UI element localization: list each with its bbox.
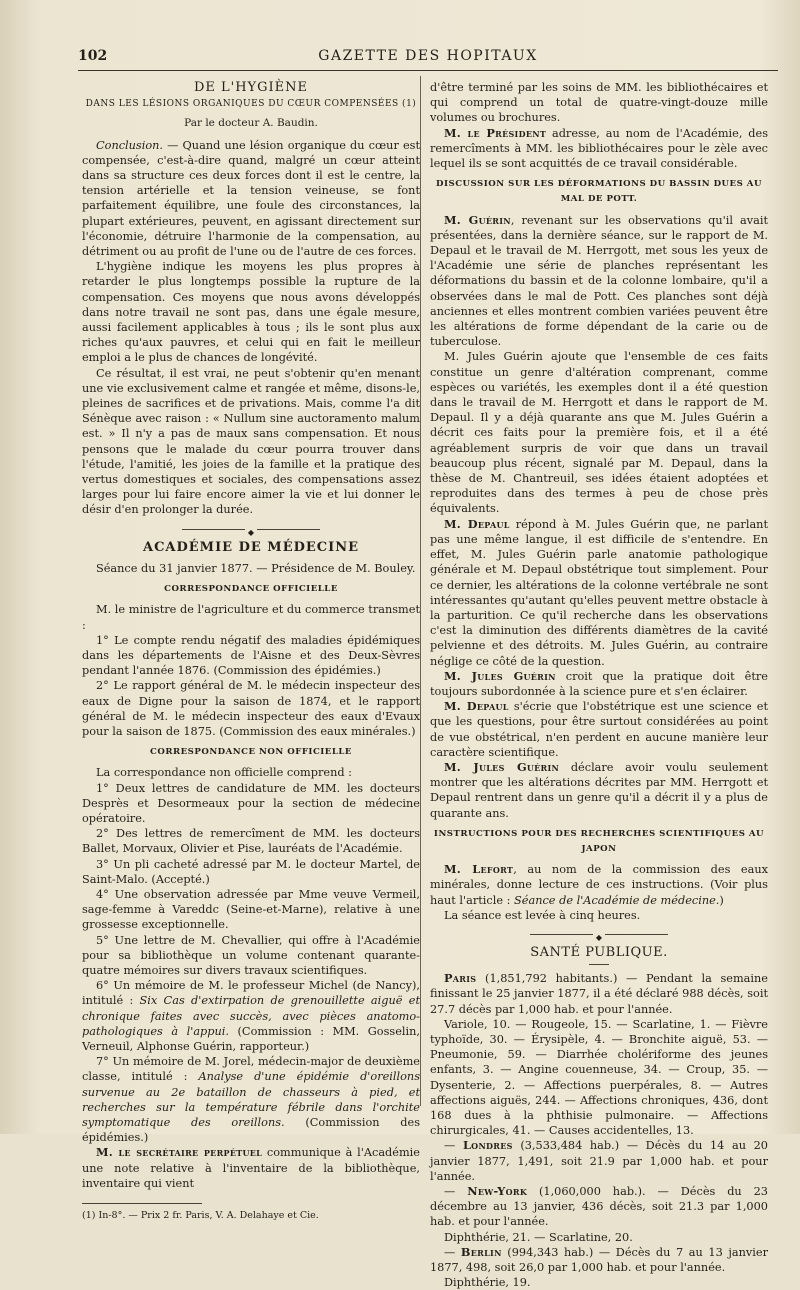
paragraph: d'être terminé par les soins de MM. les bibliothécaires et qui comprend un total de quatre-vingt-douze mille volumes ou brochures. — [430, 81, 768, 125]
speaker-name: M. le Président — [444, 125, 547, 140]
city-name: Paris — [444, 971, 477, 986]
running-title: GAZETTE DES HOPITAUX — [318, 48, 538, 64]
speaker-name: M. Depaul — [444, 699, 509, 714]
page-header — [78, 48, 778, 71]
footnote-rule — [82, 1203, 202, 1204]
short-rule — [589, 964, 609, 965]
byline: Par le docteur A. Baudin. — [184, 117, 318, 130]
discussion-title: DISCUSSION SUR LES DÉFORMATIONS DU BASSIN DUES AU MAL DE POTT. — [436, 179, 762, 205]
paragraph: Variole, 10. — Rougeole, 15. — Scarlatine, 1. — Fièvre typhoïde, 30. — Érysipèle, 4. — Bronchite aiguë, 53. — Pneumonie, 59. — Diarrhée cholériforme des jeunes enfants, 3. — Angine couenneuse, 34. — Croup, 35. — Dysenterie, 2. — Affections puerpérales, 8. — Autres affections aiguës, 244. — Affections chroniques, 436, dont 168 dues à la phthisie pulmonaire. — Affections chirurgicales, 41. — Causes accidentelles, 13. — [430, 1017, 768, 1138]
paragraph: 1° Le compte rendu négatif des maladies épidémiques dans les départements de l'Aisne et des Deux-Sèvres pendant l'année 1876. (Commission des épidémies.) — [82, 633, 420, 678]
paragraph: — New-York (1,060,000 hab.). — Décès du 23 décembre au 13 janvier, 436 décès, soit 21.3 par 1,000 hab. et pour l'année. — [430, 1184, 768, 1229]
column-divider — [420, 76, 421, 1106]
paragraph: 4° Une observation adressée par Mme veuve Vermeil, sage-femme à Vareddc (Seine-et-Marne), relative à une grossesse exceptionnelle. — [82, 887, 420, 932]
paragraph: M. Depaul répond à M. Jules Guérin que, ne parlant pas une même langue, il est difficile de s'entendre. En effet, M. Jules Guérin parle anatomie pathologique générale et M. Depaul obstétrique tout simplement. Pour ce dernier, les altérations de la colonne vertébrale ne sont intéressantes qu'autant qu'elles peuvent mettre obstacle à la parturition. Ce qu'il recherche dans les observations c'est la diminution des différents diamètres de la cavité pelvienne et des détroits. M. Jules Guérin, au contraire néglige ce côté de la question. — [430, 516, 768, 668]
city-name: Londres — [462, 1138, 513, 1153]
paragraph: La correspondance non officielle comprend : — [96, 766, 352, 780]
speaker-name: M. Jules Guérin — [444, 759, 560, 774]
paragraph: 3° Un pli cacheté adressé par M. le docteur Martel, de Saint-Malo. (Accepté.) — [82, 857, 420, 886]
speaker-name: M. Lefort — [444, 862, 514, 877]
paragraph: 7° Un mémoire de M. Jorel, médecin-major de deuxième classe, intitulé : Analyse d'une épidémie d'oreillons survenue au 2e bataillon de chasseurs à pied, et recherches sur la température fébrile dans l'orchite symptomatique des oreillons. (Commission des épidémies.) — [82, 1055, 421, 1145]
paragraph: Diphthérie, 21. — Scarlatine, 20. — [444, 1230, 633, 1244]
memoire-title: Six Cas d'extirpation de grenouillette aiguë et chronique faites avec succès, avec pièces anatomo-pathologiques à l'appui. — [82, 994, 420, 1038]
paragraph: M. le secrétaire perpétuel communique à l'Académie une note relative à l'inventaire de la bibliothèque, inventaire qui vient — [82, 1145, 420, 1190]
paragraph: M. Lefort, au nom de la commission des eaux minérales, donne lecture de ces instructions. (Voir plus haut l'article : Séance de l'Académie de médecine.) — [430, 862, 768, 907]
paragraph: M. Jules Guérin croit que la pratique doit être toujours subordonnée à la science pure et s'en éclairer. — [430, 668, 768, 698]
paragraph: 1° Deux lettres de candidature de MM. les docteurs Desprès et Desormeaux pour la section de médecine opératoire. — [82, 781, 420, 825]
instructions-title: INSTRUCTIONS POUR DES RECHERCHES SCIENTIFIQUES AU JAPON — [433, 828, 765, 854]
right-column — [430, 80, 769, 1290]
paragraph: Ce résultat, il est vrai, ne peut s'obtenir qu'en menant une vie exclusivement calme et rangée et même, disons-le, pleines de sacrifices et de privations. Mais, comme l'a dit Sénèque avec raison : « Nullum sine auctoramento malum est. » Il n'y a pas de maux sans compensation. Et nous pensons que le malade du cœur pourra trouver dans l'étude, l'amitié, les joies de la famille et la pratique des vertus domestiques et sociales, des compensations assez larges pour lui faire encore aimer la vie et lui donner le désir d'en prolonger la durée. — [82, 366, 420, 517]
city-name: New-York — [467, 1184, 528, 1199]
paragraph: Diphthérie, 19. — [444, 1276, 531, 1290]
paragraph: Conclusion. — Quand une lésion organique du cœur est compensée, c'est-à-dire quand, malgré un cœur atteint dans sa structure ces deux forces dont il est le centre, la tension artérielle et la tension veineuse, se font parfaitement équilibre, une foule des circonstances, la plupart extérieures, peuvent, en agissant directement sur l'économie, détruire l'harmonie de la compensation, au détriment ou au profit de l'une ou de l'autre de ces forces. — [82, 138, 420, 259]
hygiene-subtitle: DANS LES LÉSIONS ORGANIQUES DU CŒUR COMPENSÉES (1) — [85, 99, 417, 110]
page-number: 102 — [78, 48, 108, 64]
paragraph: M. le ministre de l'agriculture et du commerce transmet : — [82, 603, 420, 632]
paragraph: 2° Le rapport général de M. le médecin inspecteur des eaux de Digne pour la saison de 1874, et le rapport général de M. le médecin inspecteur des eaux d'Evaux pour la saison de 1875. (Commission des eaux minérales.) — [82, 679, 420, 738]
paragraph: — Londres (3,533,484 hab.) — Décès du 14 au 20 janvier 1877, 1,491, soit 21.9 par 1,000 hab. et pour l'année. — [430, 1138, 768, 1183]
paragraph: La séance est levée à cinq heures. — [444, 908, 641, 922]
paragraph: M. Jules Guérin déclare avoir voulu seulement montrer que les altérations décrites par MM. Herrgott et Depaul rentrent dans un genre qu'il a décrit il y a plus de quarante ans. — [430, 759, 768, 820]
footnote: (1) In-8°. — Prix 2 fr. Paris, V. A. Delahaye et Cie. — [82, 1210, 319, 1222]
speaker-name: M. Guérin — [444, 212, 511, 227]
city-name: Berlin — [460, 1244, 502, 1259]
paragraph: — Berlin (994,343 hab.) — Décès du 7 au 13 janvier 1877, 498, soit 26,0 par 1,000 hab. et pour l'année. — [430, 1244, 768, 1275]
academie-title: ACADÉMIE DE MÉDECINE — [142, 539, 359, 555]
hygiene-title: DE L'HYGIÈNE — [193, 80, 309, 95]
seance-line: Séance du 31 janvier 1877. — Présidence de M. Bouley. — [96, 561, 416, 575]
paragraph: M. Depaul s'écrie que l'obstétrique est une science et que les questions, pour être surtout considérées au point de vue obstétrical, n'en perdent en aucune manière leur caractère scientifique. — [430, 699, 768, 759]
article-reference: Séance de l'Académie de médecine. — [514, 893, 720, 907]
paragraph: M. Guérin, revenant sur les observations qu'il avait présentées, dans la dernière séance, sur le rapport de M. Depaul et le travail de M. Herrgott, met sous les yeux de l'Académie une série de planches représentant les déformations du bassin et de la colonne lombaire, qu'il a observées dans le mal de Pott. Ces planches sont déjà anciennes et elles montrent combien variées peuvent être les altérations de forme dépendant de la carie ou de tuberculose. — [430, 212, 769, 349]
corr-non-officielle-title: CORRESPONDANCE NON OFFICIELLE — [150, 747, 352, 758]
separator: ◆ — [82, 524, 420, 534]
speaker-name: M. Jules Guérin — [444, 668, 556, 683]
paragraph: L'hygiène indique les moyens les plus propres à retarder le plus longtemps possible la rupture de la compensation. Ces moyens que nous avons développés dans notre travail ne sont pas, dans une égale mesure, aussi facilement applicables à tous ; ils le sont plus aux riches qu'aux pauvres, et celui qui en fait le meilleur emploi a le plus de chances de longévité. — [82, 260, 420, 365]
corr-officielle-title: CORRESPONDANCE OFFICIELLE — [164, 584, 338, 595]
paragraph: Paris (1,851,792 habitants.) — Pendant la semaine finissant le 25 janvier 1877, il a été déclaré 988 décès, soit 27.7 décès par 1,000 hab. et pour l'année. — [430, 971, 768, 1016]
paragraph: M. Jules Guérin ajoute que l'ensemble de ces faits constitue un genre d'altération comprenant, comme espèces ou variétés, les exemples dont il a été question dans le travail de M. Herrgott et dans le rapport de M. Depaul. Il y a déjà quarante ans que M. Jules Guérin a décrit ces faits pour la première fois, et il a été agréablement surpris de voir que dans un travail beaucoup plus récent, signalé par M. Depaul, dans la thèse de M. Chantreuil, ses idées étaient adoptées et reproduites dans des termes à peu de chose près équivalents. — [430, 350, 768, 516]
paragraph: M. le Président adresse, au nom de l'Académie, des remercîments à MM. les bibliothécaires pour le zèle avec lequel ils se sont acquittés de ce travail considérable. — [430, 125, 769, 171]
sante-title: SANTÉ PUBLIQUE. — [530, 944, 668, 960]
paragraph: 2° Des lettres de remercîment de MM. les docteurs Ballet, Morvaux, Olivier et Pise, lauréats de l'Académie. — [82, 827, 420, 856]
left-column — [82, 80, 421, 1222]
paragraph: 5° Une lettre de M. Chevallier, qui offre à l'Académie pour sa bibliothèque un volume contenant quarante-quatre mémoires sur divers travaux scientifiques. — [82, 933, 420, 977]
speaker-name: M. le secrétaire perpétuel — [96, 1145, 263, 1160]
memoire-title: Analyse d'une épidémie d'oreillons survenue au 2e bataillon de chasseurs à pied, et recherches sur la température fébrile dans l'orchite symptomatique des oreillons. — [82, 1070, 421, 1129]
speaker-name: M. Depaul — [444, 516, 510, 531]
separator: ◆ — [430, 929, 768, 939]
paragraph: 6° Un mémoire de M. le professeur Michel (de Nancy), intitulé : Six Cas d'extirpation de grenouillette aiguë et chronique faites avec succès, avec pièces anatomo-pathologiques à l'appui. (Commission : MM. Gosselin, Verneuil, Alphonse Guérin, rapporteur.) — [82, 979, 420, 1053]
conclusion-label: Conclusion. — [96, 138, 164, 152]
